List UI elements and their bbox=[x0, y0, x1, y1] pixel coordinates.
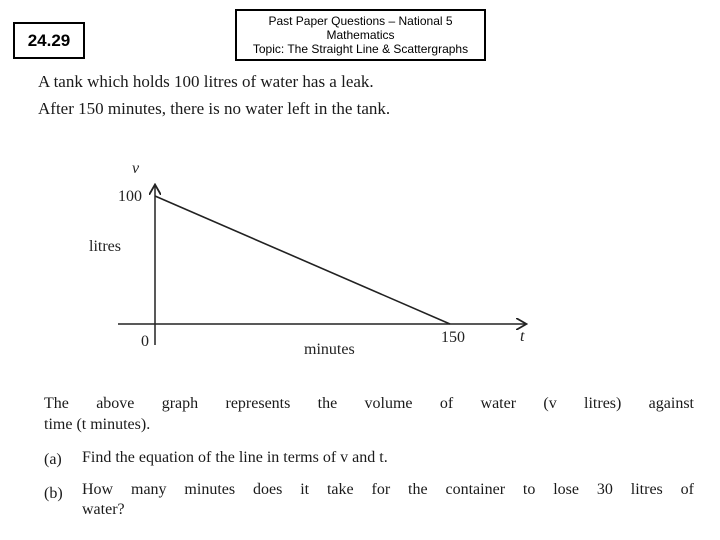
x-axis-label: minutes bbox=[304, 341, 355, 358]
part-b-line-1: How many minutes does it take for the container to lose 30 litres of bbox=[82, 481, 694, 498]
origin-tick: 0 bbox=[141, 333, 149, 350]
intro-line-2: After 150 minutes, there is no water left in the tank. bbox=[38, 99, 391, 118]
part-b-label: (b) bbox=[44, 485, 63, 502]
part-b-line-2: water? bbox=[82, 501, 125, 518]
header-line-1: Past Paper Questions – National 5 bbox=[268, 14, 453, 28]
header-line-2: Mathematics bbox=[326, 28, 395, 42]
graph-description bbox=[44, 393, 694, 435]
series-line bbox=[155, 196, 450, 324]
part-a-label: (a) bbox=[44, 451, 62, 468]
question-number: 24.29 bbox=[27, 30, 71, 50]
description-line-2: time (t minutes). bbox=[44, 416, 151, 433]
y-tick-top: 100 bbox=[118, 188, 142, 205]
x-tick-end: 150 bbox=[441, 329, 465, 346]
description-line-1: The above graph represents the volume of water (v litres) against bbox=[44, 395, 694, 412]
y-axis-symbol: v bbox=[132, 160, 140, 177]
y-axis-label: litres bbox=[89, 238, 121, 255]
x-axis-symbol: t bbox=[520, 328, 525, 345]
intro-line-1: A tank which holds 100 litres of water has a leak. bbox=[38, 72, 374, 91]
part-a-text: Find the equation of the line in terms of v and t. bbox=[82, 449, 388, 466]
part-b-text bbox=[82, 480, 694, 520]
header-line-3: Topic: The Straight Line & Scattergraphs bbox=[252, 42, 469, 56]
